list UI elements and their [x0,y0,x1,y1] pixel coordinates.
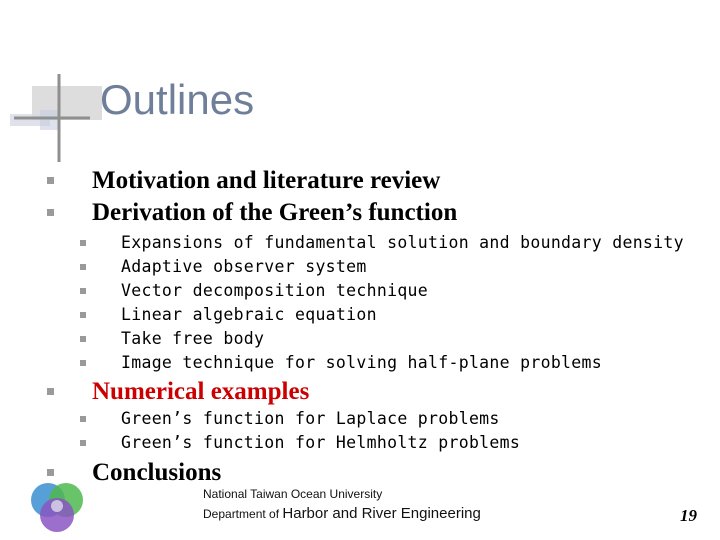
bullet-icon [47,209,54,216]
outline-item [0,407,720,431]
outline-item-text: Numerical examples [92,378,310,405]
page-number: 19 [680,506,697,525]
bullet-icon [80,360,86,366]
slide-title: Outlines [100,76,255,123]
outline-item-text: Take free body [121,329,265,348]
footer-dept-prefix: Department of [203,507,280,521]
outline-item-text: Adaptive observer system [121,257,367,276]
bullet-icon [80,416,86,422]
bullet-icon [47,177,54,184]
bullet-icon [47,388,54,395]
outline-item-text: Derivation of the Green’s function [92,199,458,226]
outline-item [0,167,720,194]
outline-item [0,351,720,375]
bullet-icon [80,312,86,318]
outline-item [0,327,720,351]
outline-item-text: Conclusions [92,459,222,486]
outline-item-text: Image technique for solving half-plane problems [121,353,602,372]
university-logo [28,478,86,536]
outline-item-text: Green’s function for Helmholtz problems [121,433,521,452]
outline-item-text: Vector decomposition technique [121,281,429,300]
outline-item [0,431,720,455]
outline-item [0,255,720,279]
outline-item [0,199,720,226]
bullet-icon [80,264,86,270]
outline-item-text: Green’s function for Laplace problems [121,409,500,428]
outline-item [0,459,720,486]
bullet-icon [47,469,54,476]
footer-university: National Taiwan Ocean University [203,487,383,501]
outline-item [0,279,720,303]
outline-item-text: Motivation and literature review [92,167,441,194]
outline-item-text: Linear algebraic equation [121,305,377,324]
outline-item-text: Expansions of fundamental solution and boundary density [121,233,684,252]
outline-item [0,378,720,405]
bullet-icon [80,440,86,446]
outline-item [0,231,720,255]
outline-item [0,303,720,327]
bullet-icon [80,336,86,342]
footer-dept-name: Harbor and River Engineering [282,505,481,522]
title-decoration [0,70,110,165]
bullet-icon [80,288,86,294]
footer-department [203,505,481,522]
bullet-icon [80,240,86,246]
